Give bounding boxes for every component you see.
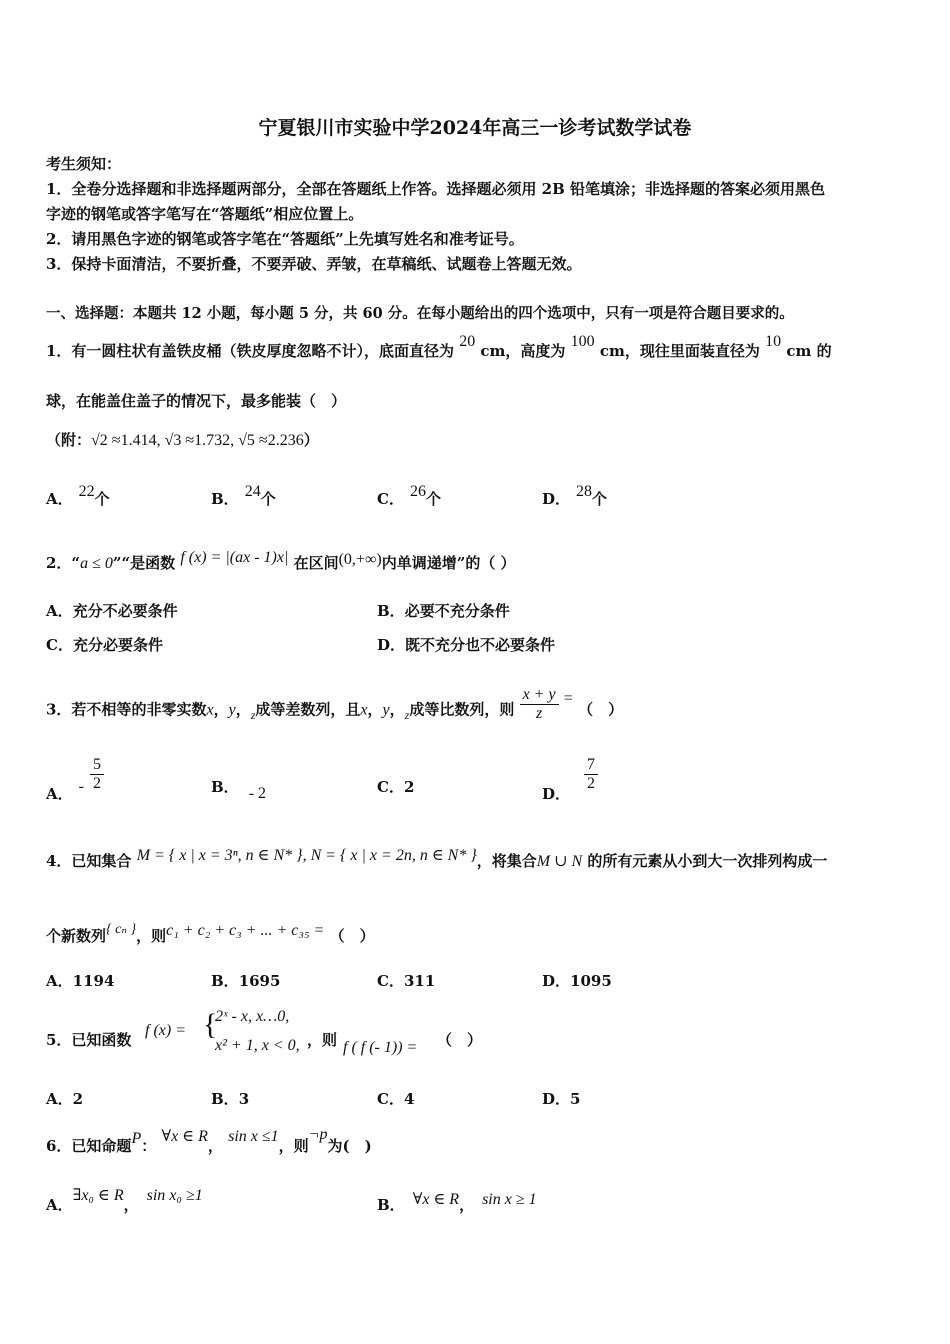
math-formula: a ≤ 0 — [80, 555, 113, 572]
option-label: B． — [211, 778, 239, 796]
text: 成等差数列，且 — [255, 700, 361, 719]
option-value: 26 — [409, 483, 426, 500]
math-formula: ∃x₀ ∈ R — [72, 1187, 124, 1204]
math-formula: sin x₀ ≥1 — [146, 1187, 203, 1204]
text: ， — [213, 700, 229, 719]
option-text: 1095 — [570, 972, 612, 990]
option-a[interactable] — [46, 600, 178, 621]
option-d[interactable] — [542, 970, 612, 991]
text: ， — [389, 700, 405, 719]
option-a[interactable] — [46, 1088, 83, 1109]
text: cm 的 — [786, 342, 832, 360]
question-4-line2 — [46, 922, 375, 946]
option-text: 必要不充分条件 — [404, 602, 510, 620]
option-d[interactable] — [542, 756, 598, 803]
question-3-stem — [46, 686, 624, 729]
option-label: C． — [377, 1090, 404, 1108]
text: cm，现往里面装直径为 — [599, 342, 760, 360]
option-label: D． — [542, 972, 571, 990]
question-4-stem — [46, 847, 828, 871]
option-a[interactable] — [46, 1187, 203, 1215]
section-heading: 一、选择题：本题共 12 小题，每小题 5 分，共 60 分。在每小题给出的四个选项中，只有一项是符合题目要求的。 — [46, 305, 794, 322]
math-formula: M = { x | x = 3ⁿ, n ∈ N* }, N = { x | x = 2n, n ∈ N* } — [136, 847, 477, 864]
text: 5．已知函数 — [46, 1031, 132, 1049]
text: ，则 — [278, 1137, 309, 1155]
question-6-stem — [46, 1126, 372, 1156]
text: 1．有一圆柱状有盖铁皮桶（铁皮厚度忽略不计），底面直径为 — [46, 342, 454, 360]
option-a[interactable] — [46, 970, 114, 991]
math-formula: f (x) = |(ax - 1)x| — [180, 549, 289, 566]
text: （ ） — [329, 927, 375, 945]
math-formula: sin x ≥ 1 — [482, 1191, 537, 1208]
math-formula: ¬p — [308, 1126, 328, 1143]
option-value: 22 — [78, 483, 95, 500]
text: 内单调递增”的（ ） — [381, 554, 516, 572]
option-value: 28 — [576, 483, 593, 500]
option-b[interactable] — [211, 970, 280, 991]
math-var: y — [382, 701, 390, 719]
question-5-tail — [307, 1029, 337, 1050]
question-1-stem — [46, 333, 832, 361]
option-c[interactable] — [46, 634, 163, 655]
option-unit: 个 — [260, 490, 276, 508]
notice-line: 3．保持卡面清洁，不要折叠，不要弄破、弄皱，在草稿纸、试题卷上答题无效。 — [46, 255, 582, 273]
math-formula: sin x ≤1 — [228, 1128, 279, 1145]
option-b[interactable] — [377, 600, 510, 621]
option-value: 24 — [244, 483, 261, 500]
text: 在区间 — [293, 554, 339, 572]
option-label: A． — [46, 1196, 73, 1214]
option-label: A． — [46, 490, 73, 508]
math-var: x — [206, 701, 214, 719]
option-b[interactable] — [377, 1191, 537, 1215]
option-a[interactable] — [46, 483, 110, 509]
option-label: A． — [46, 784, 73, 803]
notice-line: 字迹的钢笔或答字笔写在“答题纸”相应位置上。 — [46, 205, 364, 223]
option-label: D． — [377, 636, 406, 654]
text: ，将集合 — [476, 852, 537, 870]
text: ， — [235, 700, 251, 719]
text: 成等比数列，则 — [409, 700, 515, 719]
math-value: 20 — [459, 333, 476, 350]
option-text: 3 — [238, 1090, 250, 1108]
text: cm，高度为 — [480, 342, 566, 360]
math-var: z — [250, 707, 256, 722]
math-expression — [343, 1038, 417, 1057]
text: ， — [207, 1137, 223, 1155]
text: ”“是函数 — [112, 554, 176, 572]
option-label: B． — [211, 972, 239, 990]
fraction-denominator: z — [535, 705, 543, 722]
text: 2．“ — [46, 554, 81, 572]
text: ， — [123, 1196, 139, 1214]
option-label: D． — [542, 1090, 571, 1108]
option-text: 既不充分也不必要条件 — [405, 636, 556, 654]
option-label: B． — [377, 1196, 405, 1214]
math-formula: ∀x ∈ R — [161, 1128, 208, 1145]
text: ） — [303, 431, 319, 449]
brace: { — [203, 1008, 218, 1041]
option-label: C． — [377, 490, 404, 508]
option-text: 311 — [403, 972, 436, 990]
math-formula: f ( f (- 1)) = — [343, 1039, 418, 1056]
option-label: A． — [46, 1090, 73, 1108]
fraction-denominator: 2 — [587, 775, 596, 792]
option-value: - 2 — [248, 785, 267, 802]
option-a[interactable] — [46, 756, 104, 803]
option-text: 4 — [403, 1090, 415, 1108]
option-b[interactable] — [211, 776, 267, 802]
piecewise-case: 2ˣ - x, x…0, — [215, 1008, 290, 1025]
math-formula: { cₙ } — [106, 922, 137, 937]
math-value: 100 — [570, 333, 595, 350]
fraction-numerator: 7 — [584, 756, 598, 775]
math-formula: c₁ + c₂ + c₃ + ... + c₃₅ = — [166, 922, 325, 939]
math-var: P — [131, 1130, 142, 1147]
text: ： — [141, 1137, 157, 1155]
fraction-numerator: 5 — [90, 756, 104, 775]
option-label: C． — [377, 778, 404, 796]
page-title: 宁夏银川市实验中学2024年高三一诊考试数学试卷 — [258, 117, 692, 139]
option-label: B． — [377, 602, 405, 620]
math-symbol: - — [78, 777, 84, 795]
text: 个新数列 — [46, 927, 107, 945]
option-label: D． — [542, 490, 571, 508]
math-formula: (0,+∞) — [338, 551, 382, 568]
option-text: 5 — [570, 1090, 581, 1108]
option-c[interactable] — [377, 970, 435, 991]
math-formula: f (x) = — [145, 1022, 186, 1039]
math-formula: ∀x ∈ R — [412, 1191, 460, 1208]
option-d[interactable] — [542, 1088, 580, 1109]
notice-heading: 考生须知： — [46, 155, 122, 173]
option-label: B． — [211, 490, 239, 508]
option-unit: 个 — [425, 490, 441, 508]
question-1-hint — [46, 429, 319, 450]
math-value: 10 — [765, 333, 782, 350]
option-unit: 个 — [592, 490, 608, 508]
math-var: y — [228, 701, 236, 719]
math-formula: √2 ≈1.414, √3 ≈1.732, √5 ≈2.236 — [91, 432, 304, 449]
option-label: C． — [46, 636, 73, 654]
fraction — [520, 686, 559, 723]
text: 6．已知命题 — [46, 1137, 132, 1155]
question-2-stem — [46, 549, 516, 573]
option-value: 2 — [403, 778, 415, 796]
option-text: 2 — [72, 1090, 84, 1108]
question-5-stem — [46, 1029, 131, 1050]
piecewise-function — [145, 1021, 186, 1040]
notice-line: 1．全卷分选择题和非选择题两部分，全部在答题纸上作答。选择题必须用 2B 铅笔填涂；非选择题的答案必须用黑色 — [46, 180, 826, 198]
math-var: x — [360, 701, 368, 719]
option-text: 充分必要条件 — [72, 636, 163, 654]
question-5-paren: （ ） — [437, 1031, 483, 1049]
fraction — [90, 756, 104, 793]
option-label: B． — [211, 1090, 239, 1108]
option-b[interactable] — [211, 483, 276, 509]
text: （附： — [46, 431, 92, 449]
text: （ ） — [578, 700, 624, 719]
option-label: C． — [377, 972, 404, 990]
piecewise-case: x² + 1, x < 0, — [215, 1037, 300, 1054]
option-d[interactable] — [542, 483, 608, 509]
text: 的所有元素从小到大一次排列构成一 — [587, 852, 828, 870]
option-d[interactable] — [377, 634, 555, 655]
option-c[interactable] — [377, 483, 441, 509]
option-c[interactable] — [377, 776, 414, 797]
option-text: 1194 — [72, 972, 115, 990]
text: 4．已知集合 — [46, 852, 132, 870]
fraction — [584, 756, 598, 793]
text: ， — [459, 1196, 475, 1214]
fraction-denominator: 2 — [92, 775, 101, 792]
option-text: 充分不必要条件 — [72, 602, 178, 620]
math-var: z — [404, 707, 410, 722]
math-symbol: = — [563, 689, 573, 707]
text: ， — [367, 700, 383, 719]
text: ，则 — [307, 1031, 338, 1049]
option-label: A． — [46, 602, 73, 620]
option-b[interactable] — [211, 1088, 249, 1109]
option-c[interactable] — [377, 1088, 414, 1109]
text: 3．若不相等的非零实数 — [46, 700, 207, 719]
text: 为( ) — [327, 1137, 372, 1155]
option-label: D． — [542, 784, 571, 803]
option-unit: 个 — [94, 490, 110, 508]
question-1-line2: 球，在能盖住盖子的情况下，最多能装（ ） — [46, 392, 347, 410]
option-label: A． — [46, 972, 73, 990]
option-text: 1695 — [238, 972, 281, 990]
text: ，则 — [136, 927, 167, 945]
fraction-numerator: x + y — [520, 686, 559, 705]
notice-line: 2．请用黑色字迹的钢笔或答字笔在“答题纸”上先填写姓名和准考证号。 — [46, 230, 524, 248]
math-formula: M ∪ N — [536, 853, 583, 870]
